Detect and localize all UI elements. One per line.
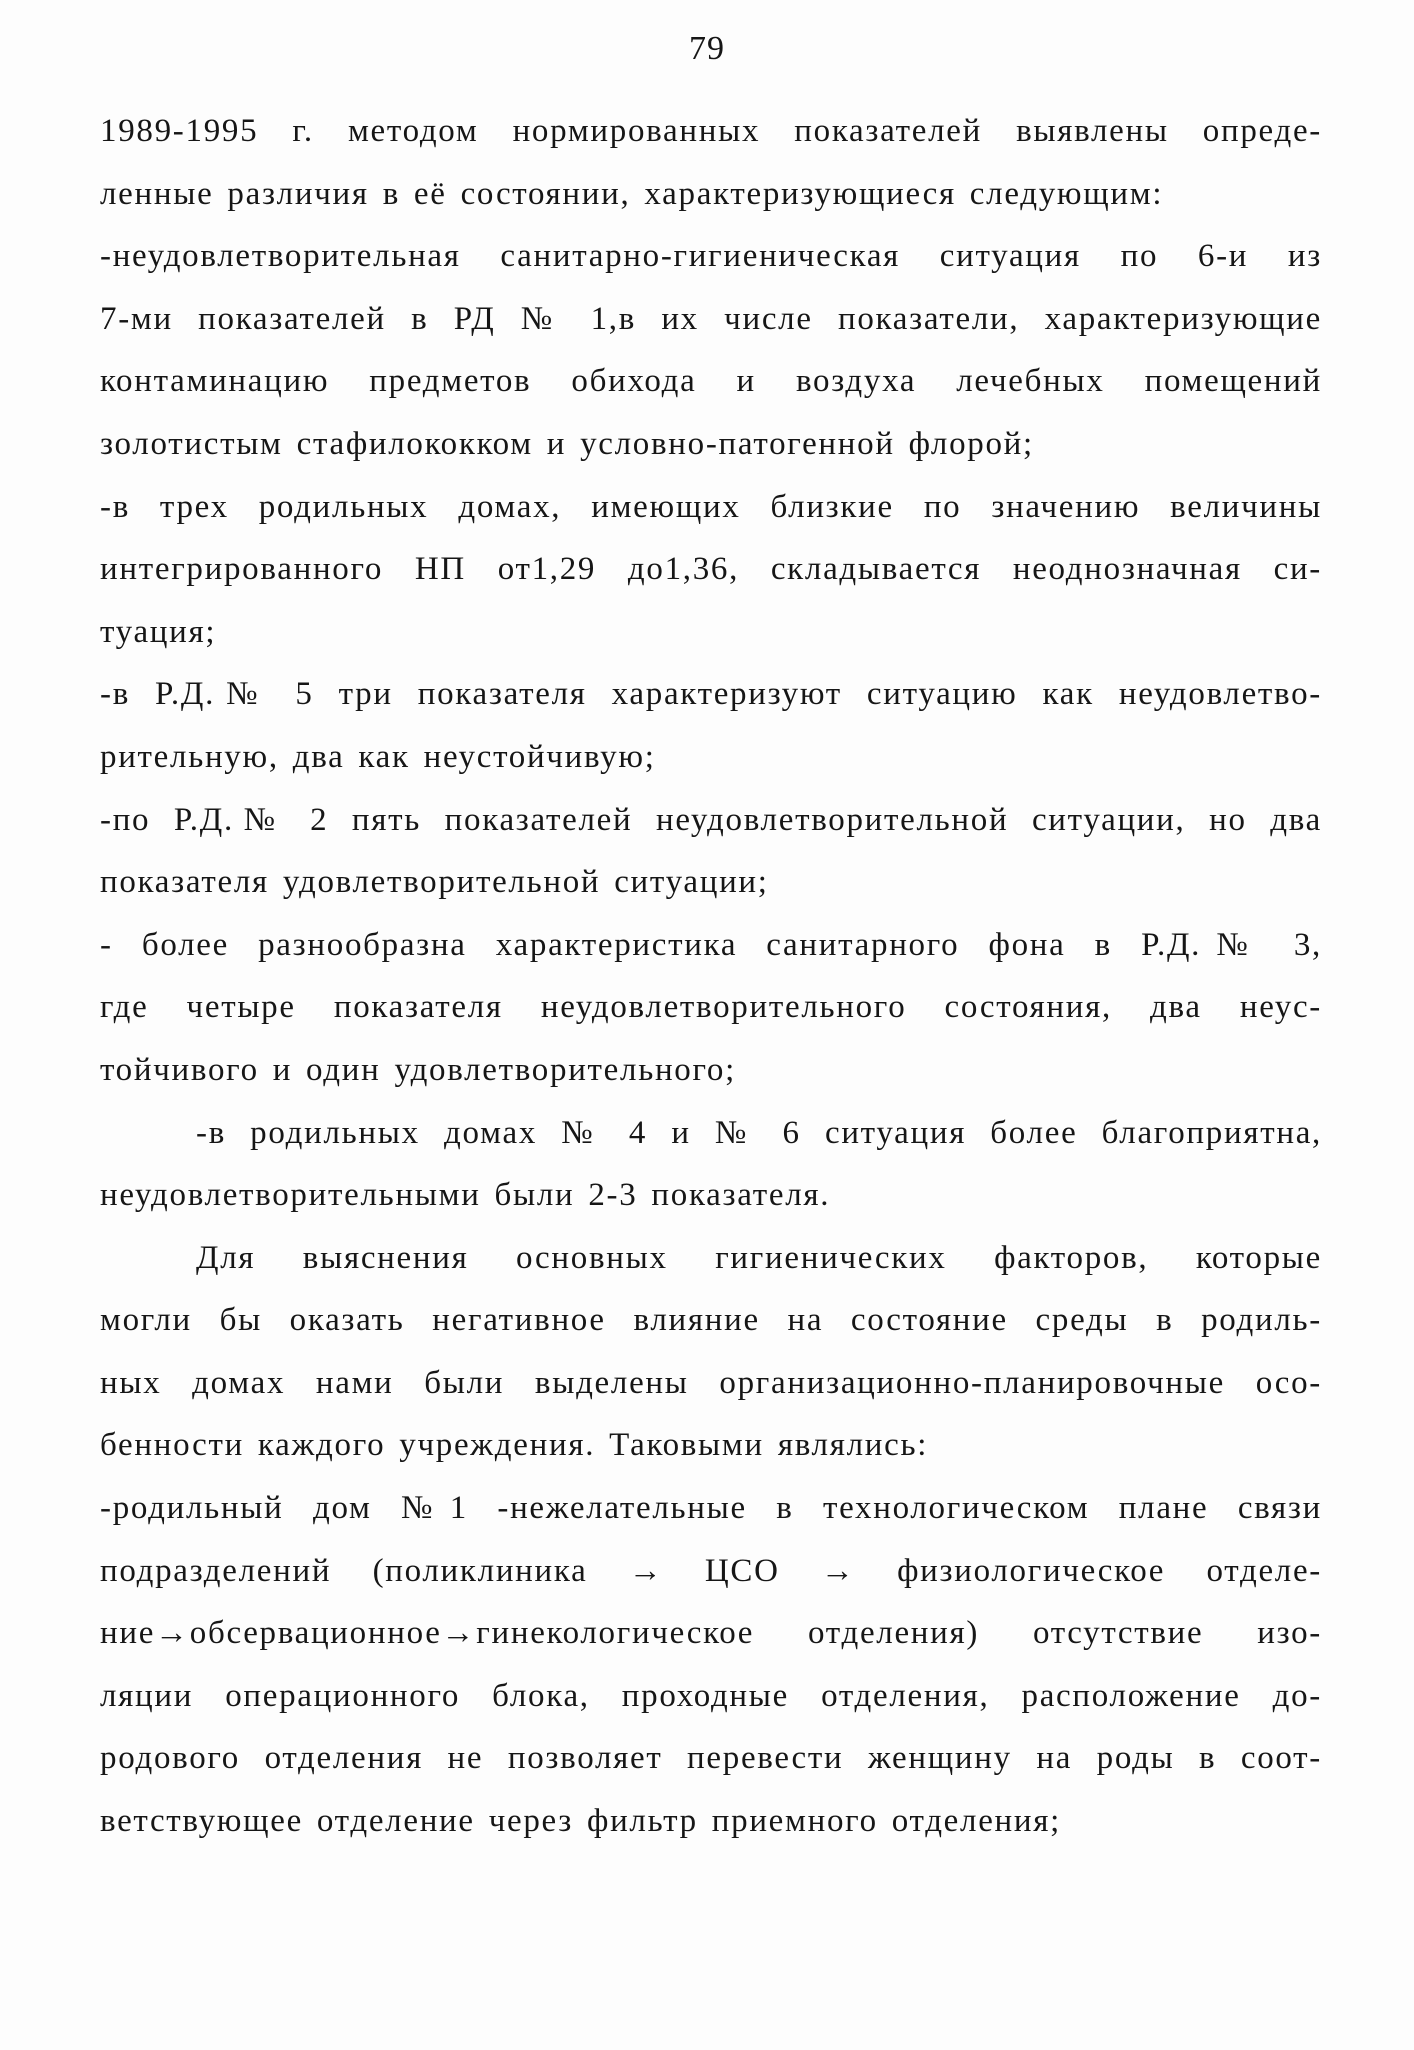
text-line: ленные различия в её состоянии, характеризующиеся следующим: [100, 175, 1164, 212]
text-line: ние→обсервационное→гинекологическое отделения) отсутствие изо- [100, 1615, 1322, 1652]
text-line: подразделений (поликлиника → ЦСО → физиологическое отделе- [100, 1552, 1322, 1589]
text-line: родового отделения не позволяет перевести женщину на роды в соот- [100, 1740, 1322, 1777]
text-line: туация; [100, 613, 217, 650]
text-line: интегрированного НП от1,29 до1,36, складывается неоднозначная си- [100, 551, 1322, 588]
text-line: Для выяснения основных гигиенических факторов, которые [196, 1239, 1322, 1276]
text-line: тойчивого и один удовлетворительного; [100, 1051, 736, 1088]
text-line: - более разнообразна характеристика санитарного фона в Р.Д.№ 3, [100, 926, 1322, 963]
text-line: -в трех родильных домах, имеющих близкие по значению величины [100, 488, 1322, 525]
text-line: золотистым стафилококком и условно-патогенной флорой; [100, 425, 1034, 462]
text-line: ветствующее отделение через фильтр приемного отделения; [100, 1803, 1062, 1840]
text-line: показателя удовлетворительной ситуации; [100, 864, 769, 901]
text-line: могли бы оказать негативное влияние на состояние среды в родиль- [100, 1302, 1322, 1339]
text-line: -в Р.Д.№ 5 три показателя характеризуют ситуацию как неудовлетво- [100, 676, 1322, 713]
text-line: -неудовлетворительная санитарно-гигиеническая ситуация по 6-и из [100, 238, 1322, 275]
text-line: неудовлетворительными были 2-3 показателя. [100, 1177, 831, 1214]
text-line: контаминацию предметов обихода и воздуха лечебных помещений [100, 363, 1322, 400]
text-line: ляции операционного блока, проходные отделения, расположение до- [100, 1677, 1322, 1714]
text-line: 7-ми показателей в РД № 1,в их числе показатели, характеризующие [100, 300, 1322, 337]
body-text [100, 100, 1322, 1853]
text-line: бенности каждого учреждения. Таковыми являлись: [100, 1427, 929, 1464]
page-number: 79 [689, 30, 725, 67]
text-line: -в родильных домах № 4 и № 6 ситуация более благоприятна, [196, 1114, 1322, 1151]
text-line: рительную, два как неустойчивую; [100, 738, 656, 775]
text-line: ных домах нами были выделены организационно-планировочные осо- [100, 1364, 1322, 1401]
text-line: -по Р.Д.№ 2 пять показателей неудовлетворительной ситуации, но два [100, 801, 1322, 838]
text-line: где четыре показателя неудовлетворительного состояния, два неус- [100, 989, 1322, 1026]
text-line: 1989-1995 г. методом нормированных показателей выявлены опреде- [100, 113, 1322, 149]
text-line: -родильный дом №1 -нежелательные в технологическом плане связи [100, 1490, 1322, 1527]
